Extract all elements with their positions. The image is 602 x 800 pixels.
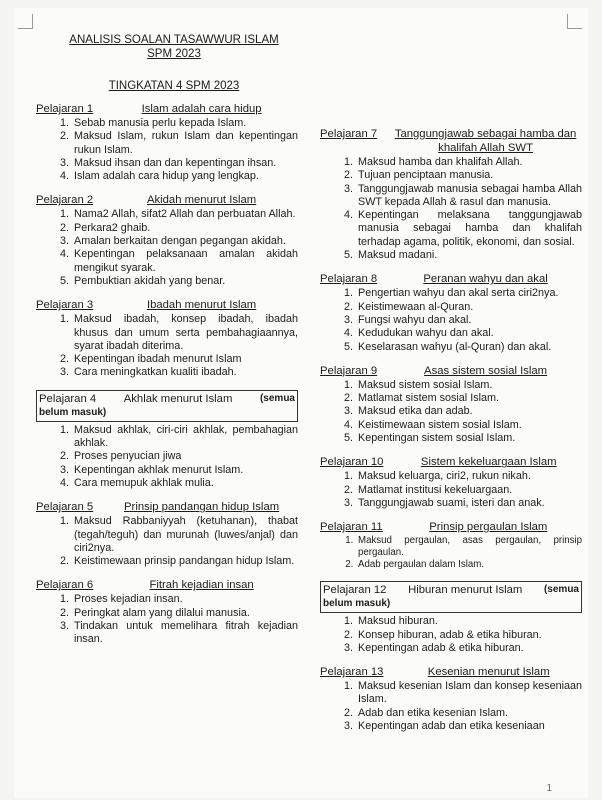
lesson-item: 1. Maksud hiburan. [356, 615, 582, 628]
lesson-item: 1. Maksud pergaulan, asas pergaulan, prinsip pergaulan. [356, 535, 582, 559]
lesson-number: Pelajaran 3 [36, 299, 94, 312]
document-page [14, 8, 588, 798]
lesson-items [320, 680, 582, 733]
lesson-topic: Hiburan menurut Islam [408, 584, 523, 597]
lesson-topic: Peranan wahyu dan akal [423, 273, 548, 286]
lesson-items [320, 535, 582, 571]
left-column [36, 102, 298, 657]
lesson-note: (semua [259, 392, 295, 404]
lesson-item: 2. Perkara2 ghaib. [72, 222, 298, 235]
lesson-number: Pelajaran 9 [320, 364, 378, 377]
doc-title: ANALISIS SOALAN TASAWWUR ISLAM [69, 34, 279, 46]
lesson-item: 5. Kepentingan sistem sosial Islam. [356, 432, 582, 445]
lesson-topic: Ibadah menurut Islam [146, 299, 257, 312]
lesson-item: 2. Matlamat sistem sosial Islam. [356, 392, 582, 405]
lesson-item: 1. Maksud Rabbaniyyah (ketuhanan), thabat (tegah/teguh) dan murunah (luwes/anjal) dan ciri2nya. [72, 515, 298, 555]
lesson-topic: Sistem kekeluargaan Islam [420, 456, 557, 469]
lesson-note-cont: belum masuk) [39, 406, 107, 418]
lesson-section [320, 520, 582, 571]
lesson-item: 2. Proses penyucian jiwa [72, 450, 298, 463]
lesson-section [36, 193, 298, 288]
lesson-item: 3. Kepentingan akhlak menurut Islam. [72, 464, 298, 477]
lesson-item: 1. Maksud sistem sosial Islam. [356, 379, 582, 392]
page-number: 1 [546, 783, 552, 794]
lesson-item: 3. Tindakan untuk memelihara fitrah kejadian insan. [72, 620, 298, 647]
lesson-item: 2. Maksud Islam, rukun Islam dan kepentingan rukun Islam. [72, 130, 298, 157]
lesson-topic: Islam adalah cara hidup [141, 103, 262, 115]
lesson-section [320, 364, 582, 445]
lesson-item: 4. Kepentingan pelaksanaan amalan akidah mengikut syarak. [72, 248, 298, 275]
lesson-item: 2. Adab dan etika kesenian Islam. [356, 707, 582, 720]
lesson-topic: Asas sistem sosial Islam [424, 364, 548, 377]
lesson-item: 1. Maksud ibadah, konsep ibadah, ibadah khusus dan umum serta pembahagiaannya, syarat ibadah diterima. [72, 313, 298, 353]
lesson-title [320, 520, 582, 534]
lesson-items [320, 379, 582, 445]
lesson-item: 3. Fungsi wahyu dan akal. [356, 314, 582, 327]
lesson-items [36, 117, 298, 183]
lesson-item: 2. Keistimewaan al-Quran. [356, 301, 582, 314]
lesson-topic: Akidah menurut Islam [146, 194, 257, 207]
lesson-item: 2. Tujuan penciptaan manusia. [356, 169, 582, 182]
lesson-item: 3. Tanggungjawab suami, isteri dan anak. [356, 497, 582, 510]
lesson-item: 4. Cara memupuk akhlak mulia. [72, 477, 298, 490]
lesson-item: 4. Keistimewaan sistem sosial Islam. [356, 419, 582, 432]
lesson-topic: Kesenian menurut Islam [427, 666, 550, 679]
lesson-item: 1. Maksud kesenian Islam dan konsep keseniaan Islam. [356, 680, 582, 707]
lesson-section [36, 500, 298, 568]
lesson-item: 3. Maksud ihsan dan dan kepentingan ihsan. [72, 157, 298, 170]
lesson-section [36, 102, 298, 183]
lesson-item: 1. Nama2 Allah, sifat2 Allah dan perbuatan Allah. [72, 208, 298, 221]
lesson-item: 5. Maksud madani. [356, 249, 582, 262]
lesson-number: Pelajaran 12 [323, 584, 387, 597]
lesson-number: Pelajaran 7 [320, 128, 378, 140]
lesson-section [36, 390, 298, 490]
lesson-topic: Tanggungjawab sebagai hamba dan khalifah Allah SWT [394, 128, 577, 154]
lesson-number: Pelajaran 8 [320, 273, 378, 286]
lesson-section [320, 455, 582, 510]
lesson-item: 3. Maksud etika dan adab. [356, 405, 582, 418]
lesson-number: Pelajaran 5 [36, 501, 94, 514]
lesson-item: 5. Pembuktian akidah yang benar. [72, 275, 298, 288]
lesson-items [36, 313, 298, 379]
lesson-section [320, 272, 582, 353]
crop-mark [18, 14, 33, 29]
lesson-items [36, 424, 298, 490]
lesson-item: 2. Matlamat institusi kekeluargaan. [356, 484, 582, 497]
lesson-section [36, 578, 298, 646]
lesson-number: Pelajaran 10 [320, 456, 384, 469]
lesson-title-boxed [320, 581, 582, 613]
lesson-topic: Fitrah kejadian insan [149, 579, 254, 592]
lesson-item: 3. Cara meningkatkan kualiti ibadah. [72, 366, 298, 379]
lesson-items [36, 515, 298, 568]
lesson-title [320, 455, 582, 469]
lesson-items [36, 593, 298, 646]
lesson-title [36, 500, 298, 514]
lesson-item: 3. Amalan berkaitan dengan pegangan akidah. [72, 235, 298, 248]
lesson-note: (semua [543, 584, 579, 596]
lesson-section [320, 127, 582, 262]
doc-level: TINGKATAN 4 SPM 2023 [108, 80, 240, 92]
lesson-item: 1. Maksud keluarga, ciri2, rukun nikah. [356, 470, 582, 483]
lesson-item: 2. Kepentingan ibadah menurut Islam [72, 353, 298, 366]
lesson-topic: Prinsip pandangan hidup Islam [124, 501, 280, 514]
lesson-item: 1. Proses kejadian insan. [72, 593, 298, 606]
lesson-item: 4. Kepentingan melaksana tanggungjawab manusia sebagai hamba dan khalifah terhadap agama, politik, ekonomi, dan sosial. [356, 209, 582, 249]
lesson-title [320, 364, 582, 378]
doc-subtitle: SPM 2023 [147, 48, 201, 60]
lesson-number: Pelajaran 13 [320, 666, 384, 679]
lesson-title [36, 298, 298, 312]
lesson-number: Pelajaran 4 [39, 392, 97, 405]
lesson-item: 5. Keselarasan wahyu (al-Quran) dan akal. [356, 341, 582, 354]
lesson-section [320, 581, 582, 655]
right-column [320, 127, 582, 743]
lesson-item: 3. Tanggungjawab manusia sebagai hamba Allah SWT kepada Allah & rasul dan manusia. [356, 183, 582, 210]
lesson-item: 2. Konsep hiburan, adab & etika hiburan. [356, 629, 582, 642]
lesson-item: 3. Kepentingan adab dan etika keseniaan [356, 720, 582, 733]
lesson-item: 2. Peringkat alam yang dilalui manusia. [72, 607, 298, 620]
lesson-title [320, 665, 582, 679]
lesson-item: 1. Pengertian wahyu dan akal serta ciri2nya. [356, 287, 582, 300]
lesson-item: 3. Kepentingan adab & etika hiburan. [356, 642, 582, 655]
lesson-number: Pelajaran 2 [36, 194, 94, 207]
lesson-topic: Akhlak menurut Islam [123, 392, 233, 405]
lesson-items [36, 208, 298, 288]
lesson-title [320, 272, 582, 286]
lesson-number: Pelajaran 1 [36, 103, 94, 115]
lesson-items [320, 470, 582, 510]
lesson-note-cont: belum masuk) [323, 598, 391, 610]
lesson-title [36, 193, 298, 207]
lesson-item: 2. Adab pergaulan dalam Islam. [356, 559, 582, 571]
lesson-title-boxed [36, 390, 298, 422]
lesson-items [320, 287, 582, 353]
crop-mark [567, 14, 582, 29]
lesson-item: 4. Kedudukan wahyu dan akal. [356, 327, 582, 340]
lesson-item: 1. Maksud hamba dan khalifah Allah. [356, 156, 582, 169]
lesson-items [320, 615, 582, 655]
lesson-item: 4. Islam adalah cara hidup yang lengkap. [72, 170, 298, 183]
lesson-title [320, 127, 582, 155]
lesson-item: 2. Keistimewaan prinsip pandangan hidup Islam. [72, 555, 298, 568]
lesson-title [36, 578, 298, 592]
lesson-item: 1. Sebab manusia perlu kepada Islam. [72, 117, 298, 130]
lesson-number: Pelajaran 6 [36, 579, 94, 592]
lesson-items [320, 156, 582, 262]
lesson-title [36, 102, 298, 116]
lesson-section [320, 665, 582, 733]
lesson-topic: Prinsip pergaulan Islam [429, 521, 548, 534]
lesson-item: 1. Maksud akhlak, ciri-ciri akhlak, pembahagian akhlak. [72, 424, 298, 451]
lesson-number: Pelajaran 11 [320, 521, 383, 534]
lesson-section [36, 298, 298, 379]
